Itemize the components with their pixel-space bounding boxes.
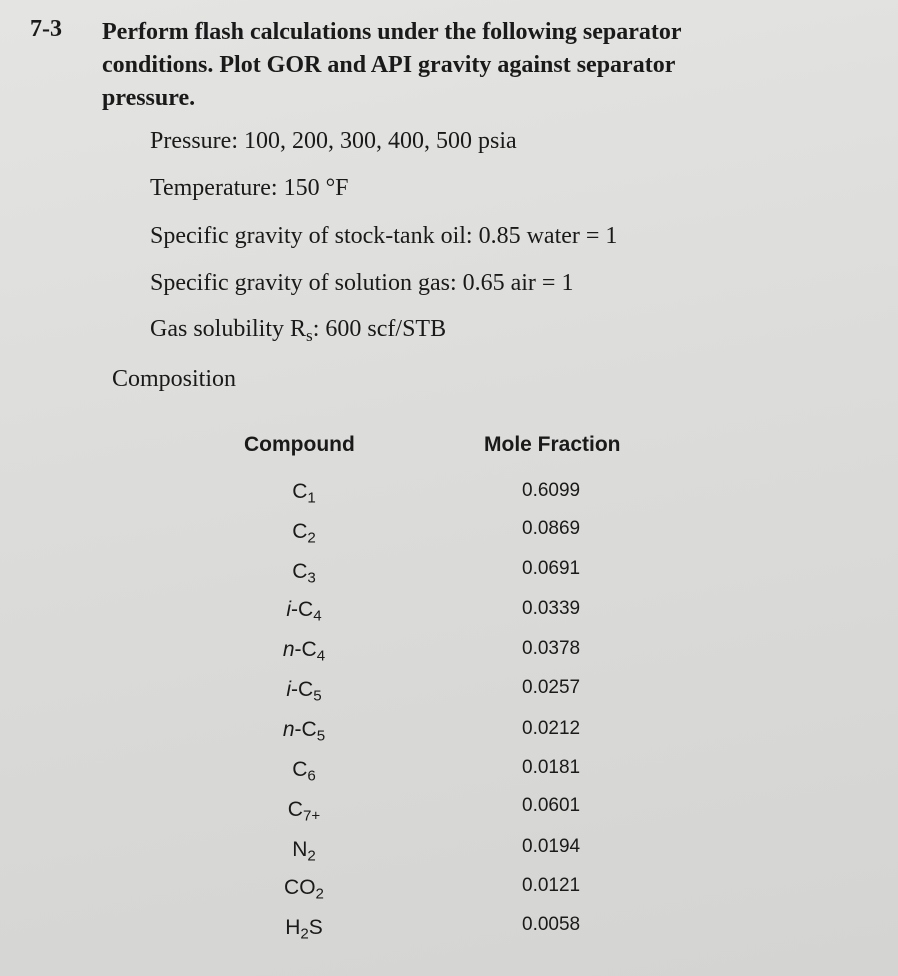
compound-subscript: 2 [315,885,324,903]
compound-cell [244,718,364,745]
problem-statement: Perform flash calculations under the following separator conditions. Plot GOR and API gravity against separator pressure. [102,19,682,111]
compound-cell [244,876,364,903]
oil-gravity-condition: Specific gravity of stock-tank oil: 0.85 water = 1 [150,223,618,249]
compound-subscript: 5 [316,727,326,745]
mole-fraction-cell: 0.0691 [522,558,581,579]
compound-cell [244,598,364,625]
mole-fraction-cell: 0.0194 [522,836,581,857]
mole-fraction-cell: 0.0378 [522,638,581,659]
gas-solubility-condition [150,316,446,346]
mole-fraction-cell: 0.6099 [522,480,581,501]
mole-fraction-cell: 0.0339 [522,598,581,619]
gas-gravity-condition: Specific gravity of solution gas: 0.65 air = 1 [150,270,574,296]
compound-cell [244,838,364,865]
compound-base: C [292,480,308,503]
compound-cell [244,480,364,507]
mole-fraction-cell: 0.0869 [522,518,581,539]
gas-solubility-subscript: s [306,326,313,346]
compound-subscript: 6 [307,767,316,785]
compound-cell [244,678,364,705]
compound-cell [244,638,364,665]
compound-subscript: 1 [307,489,316,507]
compound-subscript: 2 [300,925,309,943]
mole-fraction-cell: 0.0181 [522,757,581,778]
compound-base: -C [291,598,314,621]
compound-base: -C [294,638,317,661]
compound-cell [244,560,364,587]
compound-prefix: i [286,678,292,701]
compound-cell [244,798,364,825]
temperature-condition: Temperature: 150 °F [150,175,349,201]
compound-cell [244,758,364,785]
compound-subscript: 3 [307,569,316,587]
compound-prefix: n [282,718,295,741]
compound-base: -C [294,718,317,741]
compound-base: CO [284,876,316,899]
pressure-condition: Pressure: 100, 200, 300, 400, 500 psia [150,128,517,154]
gas-solubility-label: Gas solubility R [150,316,307,342]
gas-solubility-value: : 600 scf/STB [312,316,447,342]
compound-tail: S [308,916,323,939]
compound-prefix: n [282,638,295,661]
compound-column-header: Compound [244,433,355,456]
mole-fraction-column-header: Mole Fraction [484,433,621,456]
compound-subscript: 5 [313,687,322,705]
mole-fraction-cell: 0.0058 [522,914,581,935]
compound-subscript: 2 [307,847,316,865]
compound-base: H [285,916,301,939]
compound-subscript: 2 [307,529,316,547]
compound-subscript: 4 [313,607,322,625]
compound-subscript: 7+ [302,807,321,825]
mole-fraction-cell: 0.0601 [522,795,581,816]
compound-base: C [292,758,308,781]
problem-number: 7-3 [30,16,62,42]
compound-base: -C [291,678,314,701]
mole-fraction-cell: 0.0257 [522,677,581,698]
mole-fraction-cell: 0.0212 [522,718,581,739]
compound-subscript: 4 [316,647,326,665]
compound-base: N [292,838,308,861]
compound-base: C [287,798,303,821]
mole-fraction-cell: 0.0121 [522,875,581,896]
compound-cell [244,520,364,547]
compound-base: C [292,520,308,543]
composition-heading: Composition [112,366,237,392]
compound-base: C [292,560,308,583]
compound-prefix: i [286,598,292,621]
compound-cell [244,916,364,943]
